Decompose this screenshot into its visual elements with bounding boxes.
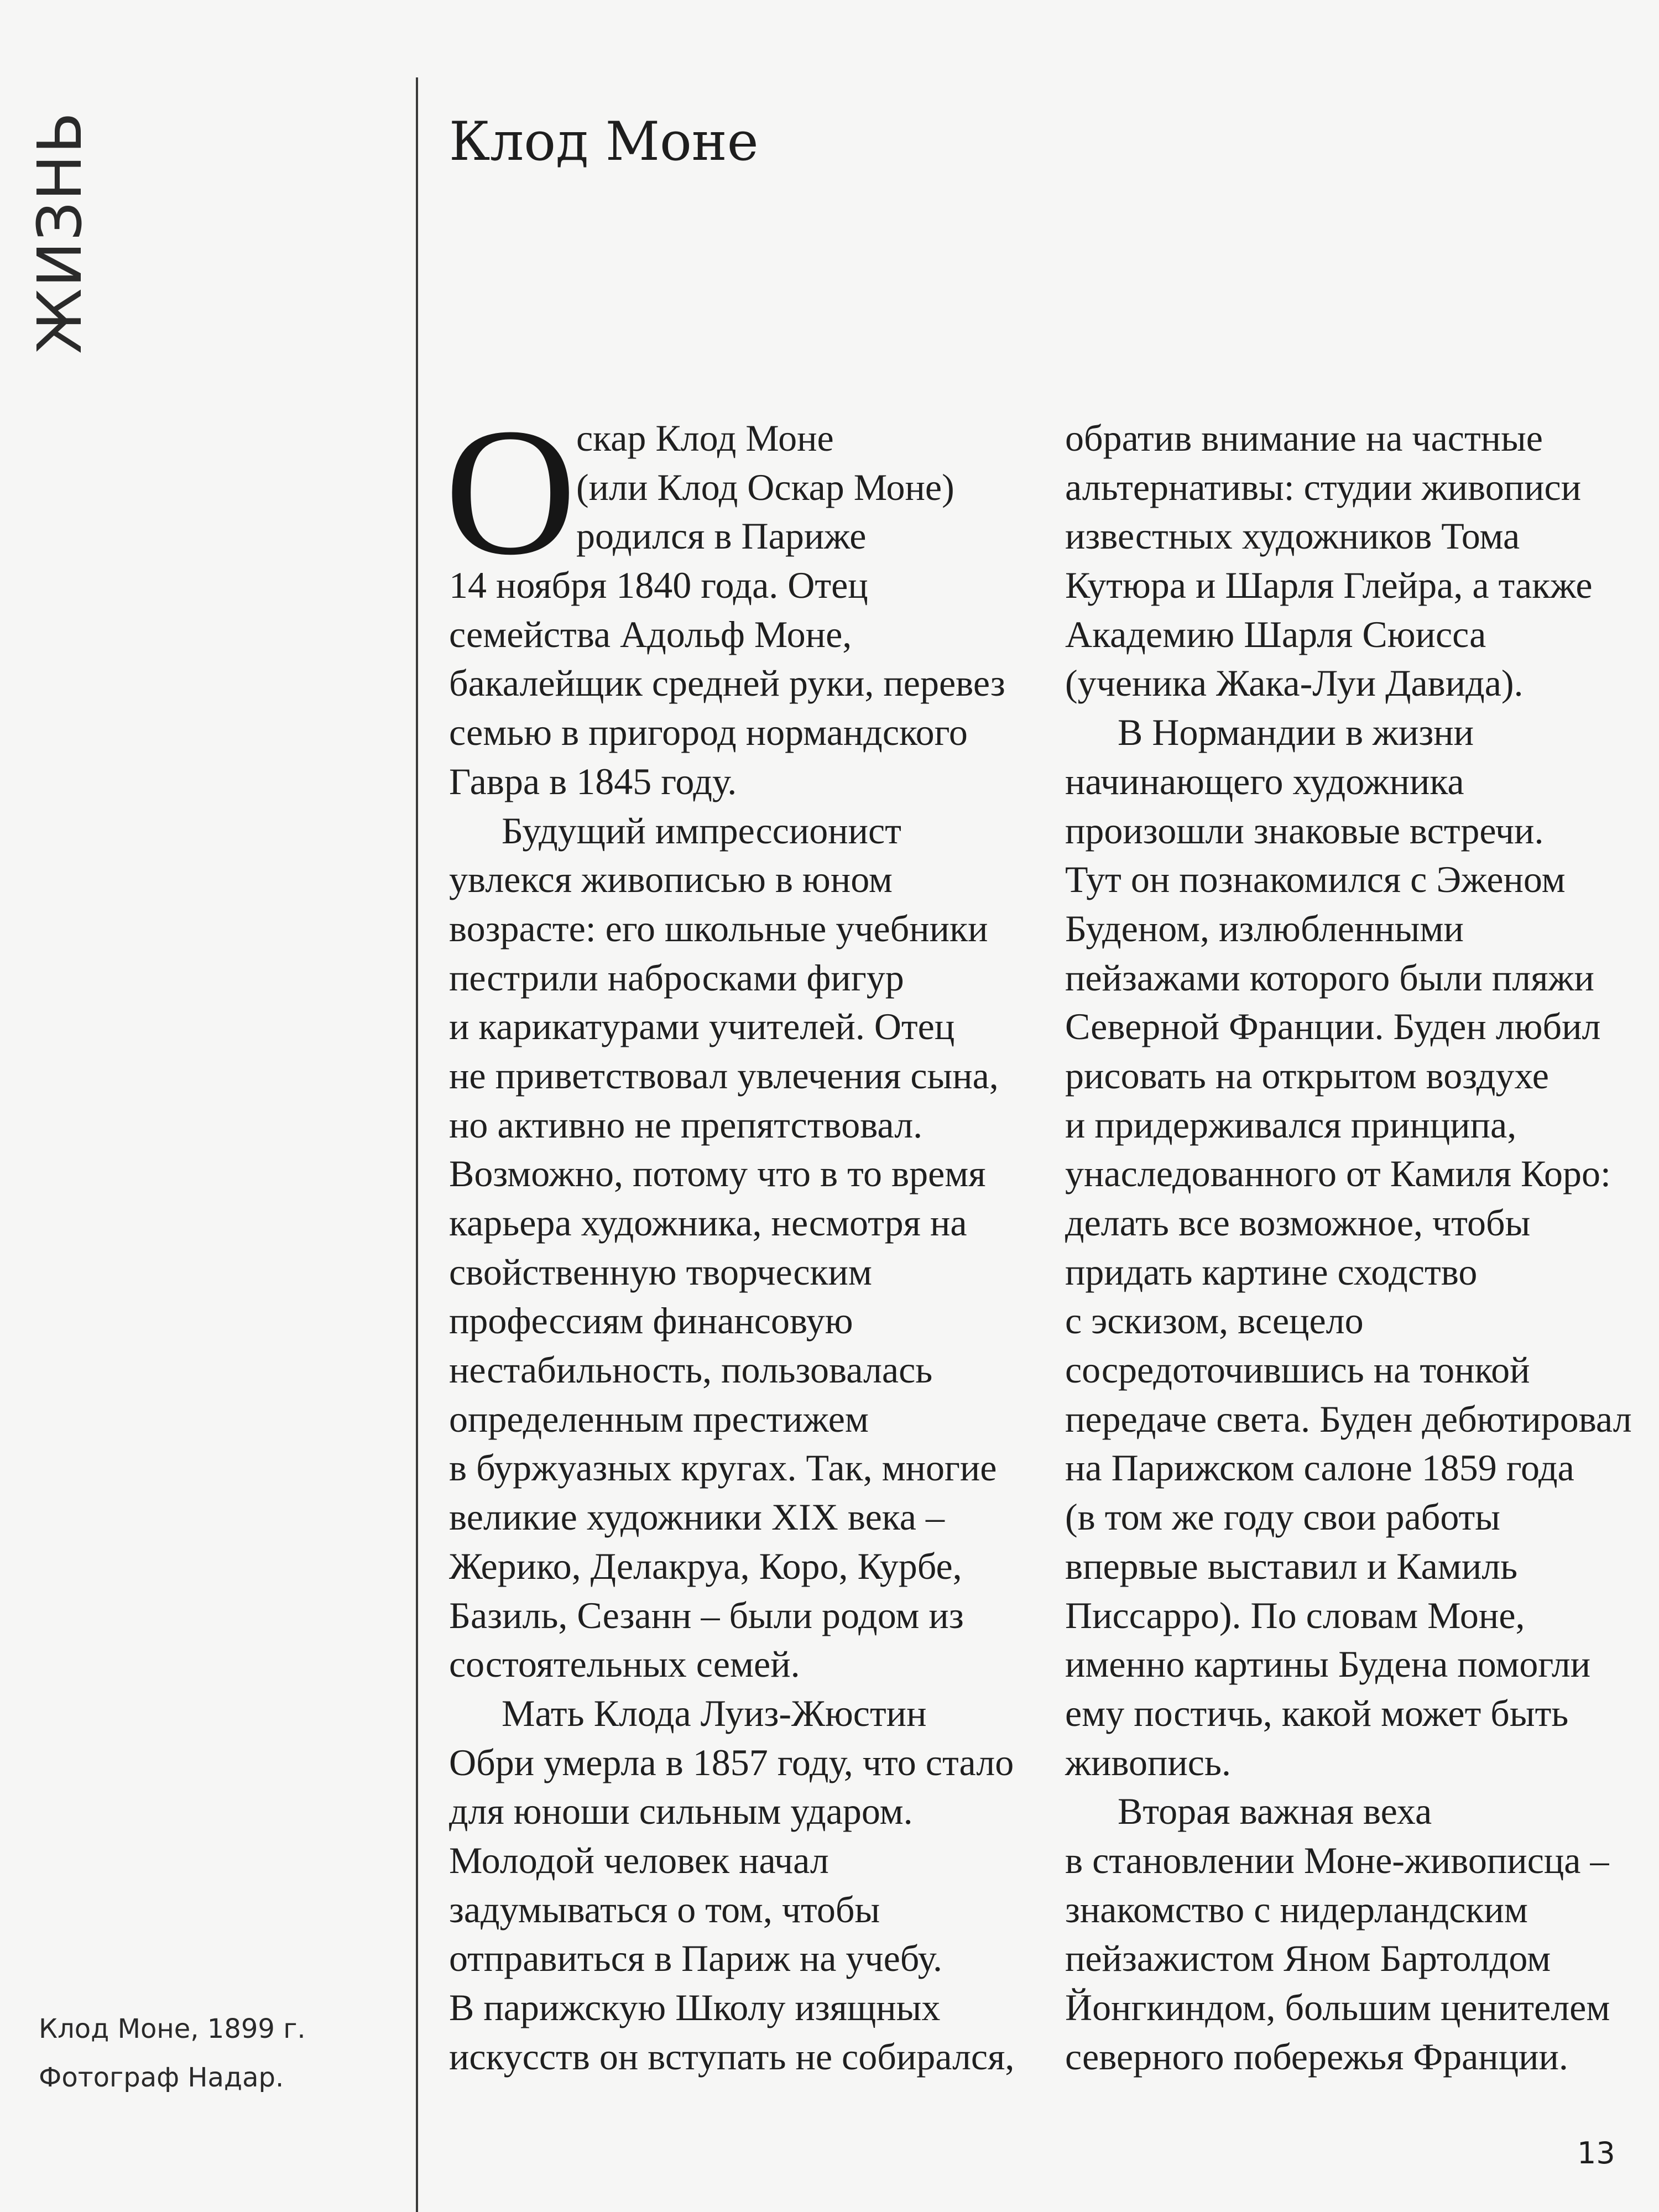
text-line: но активно не препятствовал. [449, 1103, 923, 1146]
text-line: семейства Адольф Моне, [449, 613, 852, 655]
text-line: именно картины Будена помогли [1065, 1643, 1591, 1686]
text-line: и карикатурами учителей. Отец [449, 1005, 955, 1048]
text-line: Вторая важная веха [1118, 1790, 1432, 1833]
text-line: увлекся живописью в юном [449, 858, 893, 901]
text-line: 14 ноября 1840 года. Отец [449, 564, 868, 607]
text-line: Буденом, излюбленными [1065, 907, 1464, 950]
text-line: Академию Шарля Сюисса [1065, 613, 1486, 655]
text-line: известных художников Тома [1065, 515, 1520, 557]
text-line: бакалейщик средней руки, перевез [449, 662, 1005, 705]
text-line: (ученика Жака-Луи Давида). [1065, 662, 1524, 705]
text-line: великие художники XIX века – [449, 1496, 945, 1538]
text-line: Северной Франции. Буден любил [1065, 1005, 1601, 1048]
page-number: 13 [1577, 2136, 1615, 2171]
text-line: на Парижском салоне 1859 года [1065, 1447, 1574, 1489]
text-line: альтернативы: студии живописи [1065, 466, 1582, 508]
text-line: знакомство с нидерландским [1065, 1888, 1528, 1931]
text-line: Тут он познакомился с Эженом [1065, 858, 1566, 901]
text-line: передаче света. Буден дебютировал [1065, 1397, 1632, 1440]
text-line: Базиль, Сезанн – были родом из [449, 1594, 964, 1636]
text-line: В Нормандии в жизни [1118, 711, 1474, 754]
text-line: Молодой человек начал [449, 1839, 829, 1881]
text-line: В парижскую Школу изящных [449, 1986, 941, 2028]
text-line: (в том же году свои работы [1065, 1496, 1500, 1538]
text-line: обратив внимание на частные [1065, 417, 1543, 459]
text-line: отправиться в Париж на учебу. [449, 1937, 943, 1980]
text-line: в становлении Моне-живописца – [1065, 1839, 1609, 1881]
text-line: родился в Париже [576, 515, 867, 557]
text-line: северного побережья Франции. [1065, 2035, 1568, 2078]
text-line: состоятельных семей. [449, 1643, 800, 1686]
text-line: нестабильность, пользовалась [449, 1349, 933, 1391]
text-line: задумываться о том, чтобы [449, 1888, 880, 1931]
text-line: свойственную творческим [449, 1250, 872, 1293]
text-line: (или Клод Оскар Моне) [576, 466, 954, 508]
text-line: унаследованного от Камиля Коро: [1065, 1152, 1611, 1195]
text-line: пейзажами которого были пляжи [1065, 956, 1594, 999]
text-line: Кутюра и Шарля Глейра, а также [1065, 564, 1593, 607]
text-line: произошли знаковые встречи. [1065, 809, 1544, 852]
text-line: не приветствовал увлечения сына, [449, 1054, 999, 1097]
right-text-column [1065, 414, 1659, 2081]
text-line: Обри умерла в 1857 году, что стало [449, 1741, 1014, 1783]
text-line: впервые выставил и Камиль [1065, 1545, 1518, 1587]
text-line: Йонгкиндом, большим ценителем [1065, 1986, 1610, 2028]
text-line: в буржуазных кругах. Так, многие [449, 1447, 997, 1489]
text-line: ему постичь, какой может быть [1065, 1692, 1569, 1734]
caption-line: Клод Моне, 1899 г. [39, 2013, 306, 2044]
text-line: семью в пригород нормандского [449, 711, 968, 754]
text-line: с эскизом, всецело [1065, 1300, 1364, 1342]
text-line: карьера художника, несмотря на [449, 1202, 967, 1244]
text-line: профессиям финансовую [449, 1300, 853, 1342]
text-line: рисовать на открытом воздухе [1065, 1054, 1549, 1097]
caption-line: Фотограф Надар. [39, 2062, 284, 2093]
text-line: скар Клод Моне [576, 417, 834, 459]
vertical-divider [416, 77, 418, 2212]
text-line: определенным престижем [449, 1397, 869, 1440]
text-line: пестрили набросками фигур [449, 956, 904, 999]
text-line: сосредоточившись на тонкой [1065, 1349, 1530, 1391]
drop-cap: О [445, 391, 577, 593]
text-line: Мать Клода Луиз-Жюстин [502, 1692, 927, 1734]
text-line: начинающего художника [1065, 760, 1464, 802]
text-line: живопись. [1065, 1741, 1231, 1783]
text-line: возрасте: его школьные учебники [449, 907, 988, 950]
text-line: Жерико, Делакруа, Коро, Курбе, [449, 1545, 962, 1587]
photo-caption [39, 2005, 371, 2102]
text-line: и придерживался принципа, [1065, 1103, 1517, 1146]
text-line: Будущий импрессионист [502, 809, 901, 852]
text-line: пейзажистом Яном Бартолдом [1065, 1937, 1551, 1980]
text-line: делать все возможное, чтобы [1065, 1202, 1531, 1244]
text-line: Писсарро). По словам Моне, [1065, 1594, 1525, 1636]
text-line: придать картине сходство [1065, 1250, 1478, 1293]
left-text-column [449, 414, 1063, 2081]
section-label: ЖИЗНЬ [24, 111, 95, 354]
text-line: для юноши сильным ударом. [449, 1790, 913, 1833]
article-title: Клод Моне [449, 111, 759, 173]
text-line: Гавра в 1845 году. [449, 760, 737, 802]
text-line: Возможно, потому что в то время [449, 1152, 986, 1195]
text-line: искусств он вступать не собирался, [449, 2035, 1015, 2078]
